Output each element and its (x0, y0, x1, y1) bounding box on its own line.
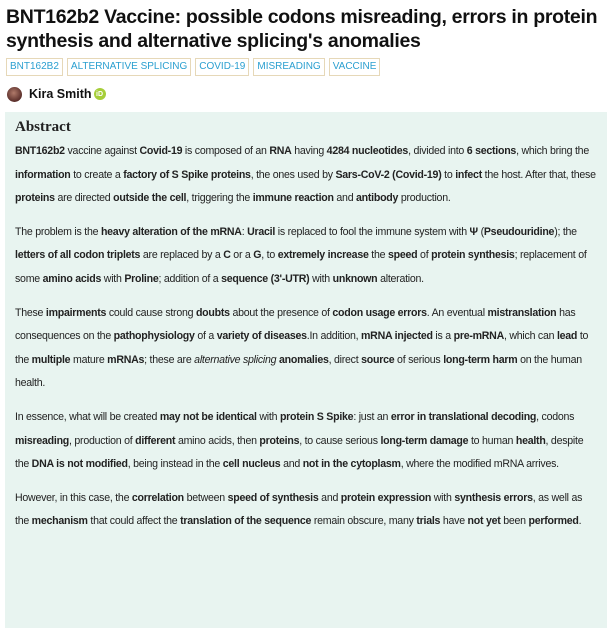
bold-text: Sars-CoV-2 (Covid-19) (335, 168, 442, 181)
bold-text: lead (556, 330, 578, 343)
bold-text: Ψ (469, 225, 478, 238)
bold-text: not in the cytoplasm (302, 458, 401, 471)
text: However, in this case, the (15, 491, 132, 504)
bold-text: source (361, 353, 395, 366)
bold-text: translation of the sequence (180, 515, 312, 528)
abstract-paragraph (15, 140, 597, 211)
bold-text: DNA is not modified (31, 458, 128, 471)
text: : (241, 225, 248, 238)
text: production. (398, 192, 451, 205)
text: In essence, what will be created (15, 410, 160, 423)
bold-text: correlation (131, 491, 184, 504)
bold-text: mRNA injected (361, 330, 433, 343)
text: ); the (554, 225, 577, 238)
bold-text: extremely increase (277, 249, 369, 262)
bold-text: protein synthesis (431, 249, 515, 262)
text: of serious (394, 353, 444, 366)
text: remain obscure, many (311, 515, 417, 528)
text: is a (432, 330, 454, 343)
abstract-paragraph (15, 406, 597, 477)
bold-text: synthesis errors (454, 491, 533, 504)
tag-vaccine[interactable]: VACCINE (329, 58, 381, 76)
text: alteration. (377, 272, 424, 285)
abstract-body (15, 140, 597, 534)
text: have (440, 515, 468, 528)
bold-text: impairments (45, 306, 107, 319)
bold-text: Pseudouridine (483, 225, 555, 238)
text: , which bring the (516, 145, 589, 157)
bold-text: amino acids (42, 272, 102, 285)
text: , which can (503, 330, 557, 343)
bold-text: C (223, 249, 231, 262)
bold-text: misreading (15, 434, 70, 447)
text: is composed of an (182, 145, 270, 157)
text: ; these are (144, 353, 195, 366)
text: with (431, 491, 455, 504)
bold-text: Proline (124, 272, 159, 285)
bold-text: multiple (31, 353, 71, 366)
bold-text: Uracil (247, 225, 276, 238)
tag-bnt162b2[interactable]: BNT162B2 (6, 58, 63, 76)
bold-text: 6 sections (466, 145, 517, 157)
tag-alternative-splicing[interactable]: ALTERNATIVE SPLICING (67, 58, 191, 76)
text: , production of (69, 434, 136, 447)
bold-text: proteins (15, 192, 55, 205)
text: ; addition of a (158, 272, 222, 285)
bold-text: trials (416, 515, 441, 528)
text: , divided into (408, 145, 467, 157)
text: been (500, 515, 529, 528)
bold-text: immune reaction (252, 192, 334, 205)
text: .In addition, (306, 330, 362, 343)
bold-text: RNA (269, 145, 292, 157)
bold-text: may not be identical (159, 410, 257, 423)
text: , to (261, 249, 278, 262)
abstract-paragraph (15, 487, 597, 534)
text: ; replacement of some (15, 249, 587, 285)
bold-text: 4284 nucleotides (326, 145, 409, 157)
text: on the human health. (15, 353, 582, 390)
text: and (318, 491, 341, 504)
text: the host. After that, these (481, 168, 596, 181)
text: of (417, 249, 432, 262)
text: , as well as the (15, 491, 583, 528)
bold-text: mistranslation (487, 306, 557, 319)
text: mature (70, 353, 108, 366)
bold-text: anomalies (279, 353, 329, 366)
avatar[interactable] (7, 87, 22, 102)
bold-text: antibody (356, 192, 399, 205)
bold-text: infect (455, 168, 482, 181)
bold-text: sequence (3'-UTR) (221, 272, 310, 285)
italic-text: alternative splicing (194, 353, 277, 366)
text: amino acids, then (175, 434, 260, 447)
bold-text: outside the cell (113, 192, 187, 205)
bold-text: information (15, 168, 71, 181)
text: between (183, 491, 228, 504)
bold-text: long-term harm (443, 353, 518, 366)
bold-text: pathophysiology (113, 330, 195, 343)
text: These (15, 306, 46, 319)
bold-text: protein expression (340, 491, 432, 504)
text: are directed (54, 192, 114, 205)
bold-text: mRNAs (107, 353, 145, 366)
tag-covid-19[interactable]: COVID-19 (195, 58, 249, 76)
text: and (333, 192, 357, 205)
text: having (291, 145, 327, 157)
text: and (280, 458, 303, 471)
bold-text: speed of synthesis (227, 491, 319, 504)
text: , despite the (15, 434, 584, 471)
text: , the ones used by (250, 168, 336, 181)
text: vaccine against (64, 145, 140, 157)
text: to create a (70, 168, 124, 181)
bold-text: letters of all codon triplets (15, 249, 141, 262)
bold-text: heavy alteration of the mRNA (100, 225, 242, 238)
text: . (578, 515, 582, 528)
text: : just an (353, 410, 391, 423)
bold-text: pre-mRNA (453, 330, 504, 343)
bold-text: speed (387, 249, 418, 262)
text: with (256, 410, 280, 423)
article-title: BNT162b2 Vaccine: possible codons misreading, errors in protein synthesis and alternative splicing's anomalies (6, 6, 598, 52)
bold-text: cell nucleus (222, 458, 281, 471)
author (0, 76, 614, 103)
text: , triggering the (186, 192, 253, 205)
text: , direct (328, 353, 362, 366)
bold-text: variety of diseases (216, 330, 307, 343)
bold-text: proteins (259, 434, 300, 447)
text: are replaced by a (140, 249, 224, 262)
tag-misreading[interactable]: MISREADING (253, 58, 324, 76)
author-name[interactable]: Kira Smith (29, 87, 92, 101)
bold-text: protein S Spike (279, 410, 354, 423)
text: to (441, 168, 456, 181)
bold-text: doubts (195, 306, 230, 319)
bold-text: not yet (467, 515, 501, 528)
bold-text: health (515, 434, 546, 447)
bold-text: factory of S Spike proteins (123, 168, 251, 181)
text: of a (194, 330, 217, 343)
abstract-heading: Abstract (15, 119, 71, 135)
bold-text: mechanism (31, 515, 88, 528)
text: about the presence of (229, 306, 333, 319)
text: could cause strong (106, 306, 196, 319)
orcid-icon[interactable]: iD (94, 88, 106, 100)
text: , where the modified mRNA arrives. (400, 458, 559, 471)
bold-text: BNT162b2 (15, 145, 65, 157)
text: to the (15, 330, 589, 366)
text: , being instead in the (127, 458, 223, 471)
abstract-section (5, 112, 607, 628)
text: , codons (536, 410, 575, 423)
text: that could affect the (87, 515, 181, 528)
bold-text: codon usage errors (332, 306, 427, 319)
text: the (368, 249, 388, 262)
bold-text: different (135, 434, 176, 447)
text: , to cause serious (299, 434, 381, 447)
bold-text: Covid-19 (139, 145, 183, 157)
tag-list (0, 53, 614, 76)
bold-text: performed (528, 515, 579, 528)
bold-text: error in translational decoding (390, 410, 537, 423)
text: The problem is the (15, 225, 101, 238)
text: is replaced to fool the immune system with (275, 225, 470, 238)
text: to human (468, 434, 516, 447)
text: . An eventual (426, 306, 488, 319)
bold-text: unknown (332, 272, 378, 285)
text: with (101, 272, 125, 285)
text: with (309, 272, 333, 285)
abstract-paragraph (15, 221, 597, 292)
abstract-paragraph (15, 302, 597, 396)
text: has consequences on the (15, 306, 576, 343)
bold-text: long-term damage (380, 434, 469, 447)
text: ( (477, 225, 484, 238)
text: or a (230, 249, 254, 262)
bold-text: G (253, 249, 262, 262)
